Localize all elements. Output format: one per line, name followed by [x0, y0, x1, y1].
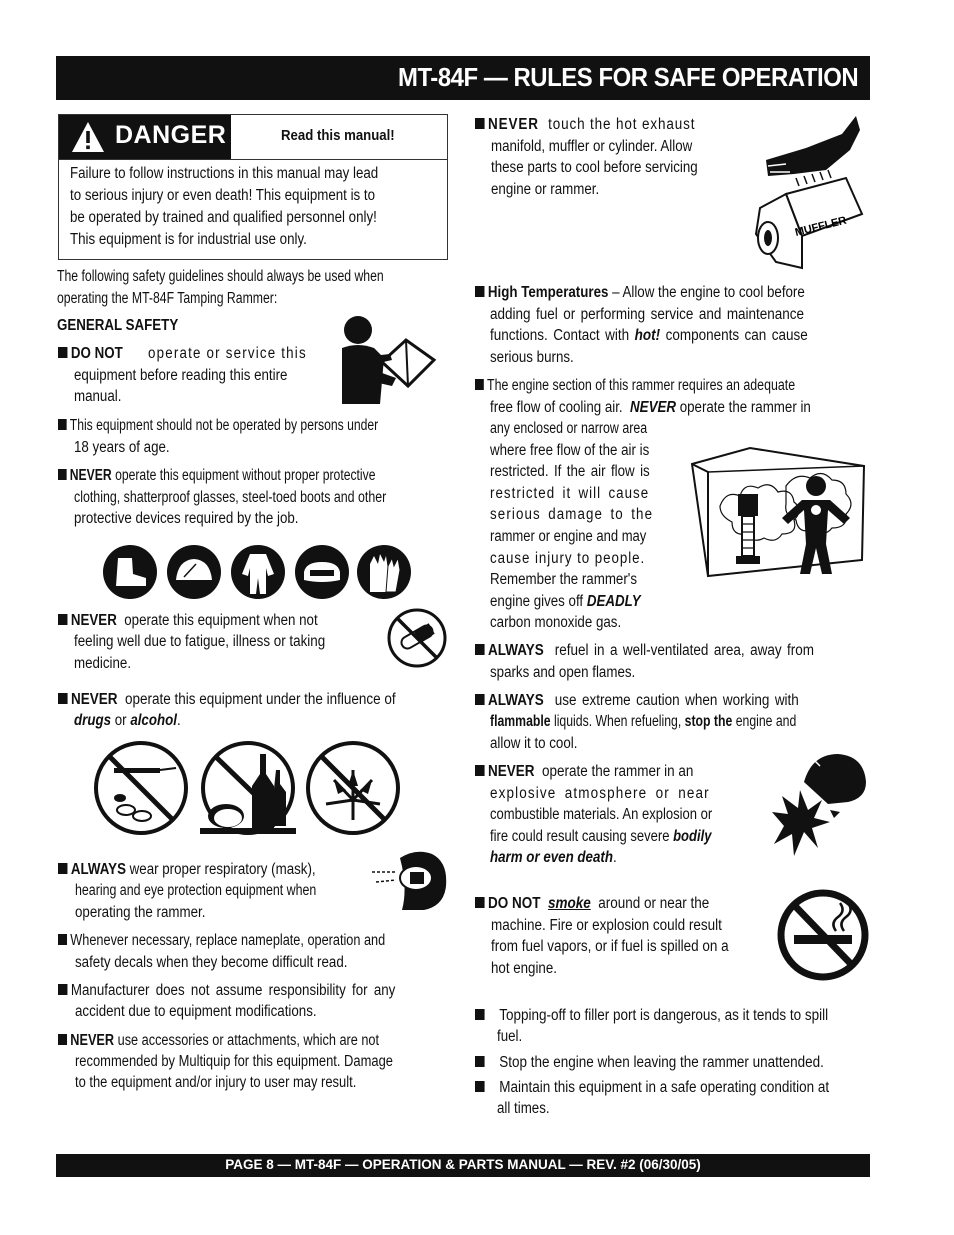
- item-accessories: NEVER use accessories or attachments, which are not: [58, 1030, 379, 1052]
- item-protective: NEVER operate this equipment without proper protective: [58, 465, 375, 487]
- explosive-l3: combustible materials. An explosion or: [490, 806, 713, 823]
- high-temp-l2: adding fuel or performing service and maintenance: [490, 306, 805, 323]
- not-well-l2: feeling well due to fatigue, illness or taking: [74, 633, 326, 650]
- airflow-l9: cause injury to people.: [490, 550, 646, 567]
- bullet-icon: [475, 644, 485, 655]
- item-topping: Topping-off to filler port is dangerous, as it tends to spill: [475, 1005, 828, 1027]
- accessories-l2: recommended by Multiquip for this equipment. Damage: [75, 1053, 393, 1070]
- muffler-label: MUFFLER: [793, 214, 848, 239]
- bullet-icon: [475, 765, 485, 776]
- bullet-icon: [58, 984, 67, 995]
- safety-goggles-icon: [294, 544, 350, 600]
- item-high-temp: High Temperatures – Allow the engine to cool before: [475, 282, 805, 304]
- explosive-l2: explosive atmosphere or near: [490, 785, 710, 802]
- bullet-icon: [58, 934, 67, 945]
- do-not-read-l2: equipment before reading this entire: [74, 367, 288, 384]
- page-title-bar: [56, 56, 870, 100]
- airflow-l4: where free flow of the air is: [490, 442, 650, 459]
- general-safety-heading: GENERAL SAFETY: [57, 317, 179, 334]
- item-influence: NEVER operate this equipment under the influence of: [58, 689, 396, 711]
- no-marijuana-icon: [304, 740, 402, 836]
- enclosed-area-icon: [690, 446, 866, 586]
- danger-line-3: be operated by trained and qualified personnel only!: [70, 209, 377, 226]
- protective-l2: clothing, shatterproof glasses, steel-toed boots and other: [74, 489, 387, 506]
- danger-text: DANGER: [115, 121, 227, 149]
- bullet-icon: [58, 347, 67, 358]
- bullet-icon: [58, 693, 68, 704]
- persons-under-l2: 18 years of age.: [74, 439, 170, 456]
- item-decals: Whenever necessary, replace nameplate, operation and: [58, 930, 385, 952]
- bullet-icon: [475, 118, 485, 129]
- flammable-l3: allow it to cool.: [490, 735, 578, 752]
- danger-line-2: to serious injury or even death! This equipment is to: [70, 187, 376, 204]
- footer-bar: [56, 1154, 870, 1177]
- item-smoke: DO NOT smoke around or near the: [475, 893, 709, 915]
- influence-l2: drugs or alcohol.: [74, 712, 181, 729]
- exhaust-l3: these parts to cool before servicing: [491, 159, 698, 176]
- work-gloves-icon: [356, 544, 412, 600]
- airflow-l7: serious damage to the: [490, 506, 654, 523]
- bullet-icon: [475, 1056, 485, 1067]
- respirator-mask-icon: [372, 848, 452, 912]
- item-airflow: The engine section of this rammer requires an adequate: [475, 375, 795, 397]
- bullet-icon: [475, 1081, 485, 1092]
- bullet-icon: [475, 286, 484, 297]
- explosion-icon: [768, 752, 868, 860]
- airflow-l6: restricted it will cause: [490, 485, 650, 502]
- no-smoking-icon: [776, 887, 870, 983]
- item-do-not-read: DO NOT: [58, 343, 123, 365]
- explosive-l5: harm or even death.: [490, 849, 617, 866]
- high-temp-l3: functions. Contact with hot! components can cause: [490, 327, 808, 344]
- do-not-read-l1: operate or service this: [148, 345, 307, 362]
- read-manual-text: Read this manual!: [281, 127, 395, 144]
- safety-boot-icon: [102, 544, 158, 600]
- intro-line-2: operating the MT-84F Tamping Rammer:: [57, 290, 278, 307]
- respiratory-l3: operating the rammer.: [75, 904, 206, 921]
- manufacturer-l2: accident due to equipment modifications.: [75, 1003, 317, 1020]
- bullet-icon: [58, 1034, 67, 1045]
- danger-box: [58, 114, 448, 260]
- no-drugs-icon: [92, 740, 190, 836]
- reading-manual-person-icon: [338, 316, 438, 406]
- danger-label: [59, 115, 231, 159]
- airflow-l11: engine gives off DEADLY: [490, 593, 641, 610]
- airflow-l8: rammer or engine and may: [490, 528, 647, 545]
- bullet-icon: [475, 897, 485, 908]
- airflow-l5: restricted. If the air flow is: [490, 463, 650, 480]
- bullet-icon: [475, 1009, 485, 1020]
- high-temp-l4: serious burns.: [490, 349, 574, 366]
- footer-text: PAGE 8 — MT-84F — OPERATION & PARTS MANUAL — REV. #2 (06/30/05): [225, 1157, 701, 1172]
- danger-line-4: This equipment is for industrial use only.: [70, 231, 307, 248]
- item-maintain: Maintain this equipment in a safe operating condition at: [475, 1077, 829, 1099]
- warning-triangle-icon: [71, 120, 105, 154]
- explosive-l4: fire could result causing severe bodily: [490, 828, 712, 845]
- smoke-l3: from fuel vapors, or if fuel is spilled on a: [491, 938, 729, 955]
- item-explosive: NEVER operate the rammer in an: [475, 761, 693, 783]
- bullet-icon: [58, 469, 67, 480]
- item-refuel: ALWAYS refuel in a well-ventilated area, away from: [475, 640, 814, 662]
- airflow-l2: free flow of cooling air. NEVER operate the rammer in: [490, 399, 811, 416]
- bullet-icon: [58, 419, 67, 430]
- respiratory-l2: hearing and eye protection equipment when: [75, 882, 317, 899]
- exhaust-l2: manifold, muffler or cylinder. Allow: [491, 138, 693, 155]
- not-well-l3: medicine.: [74, 655, 132, 672]
- maintain-l2: all times.: [497, 1100, 550, 1117]
- item-not-well: NEVER operate this equipment when not: [58, 610, 318, 632]
- bullet-icon: [475, 379, 484, 390]
- item-stop-engine: Stop the engine when leaving the rammer unattended.: [475, 1052, 824, 1074]
- item-exhaust: NEVER touch the hot exhaust: [475, 114, 695, 136]
- no-alcohol-icon: [198, 740, 298, 838]
- do-not-read-l3: manual.: [74, 388, 122, 405]
- no-medicine-icon: [386, 607, 448, 669]
- item-flammable: ALWAYS use extreme caution when working with: [475, 690, 799, 712]
- coveralls-icon: [230, 544, 286, 600]
- refuel-l2: sparks and open flames.: [490, 664, 636, 681]
- bullet-icon: [58, 614, 67, 625]
- page-title: MT-84F — RULES FOR SAFE OPERATION: [397, 62, 858, 92]
- protective-l3: protective devices required by the job.: [74, 510, 299, 527]
- item-respiratory: ALWAYS wear proper respiratory (mask),: [58, 859, 316, 881]
- bullet-icon: [58, 863, 67, 874]
- airflow-l3: any enclosed or narrow area: [490, 420, 648, 437]
- accessories-l3: to the equipment and/or injury to user may result.: [75, 1074, 357, 1091]
- airflow-l10: Remember the rammer's: [490, 571, 637, 588]
- bullet-icon: [475, 694, 485, 705]
- item-persons-under: This equipment should not be operated by persons under: [58, 415, 378, 437]
- hard-hat-icon: [166, 544, 222, 600]
- hot-muffler-icon: [746, 114, 864, 278]
- exhaust-l4: engine or rammer.: [491, 181, 600, 198]
- airflow-l12: carbon monoxide gas.: [490, 614, 622, 631]
- danger-divider: [59, 159, 447, 160]
- topping-l2: fuel.: [497, 1028, 523, 1045]
- danger-line-1: Failure to follow instructions in this manual may lead: [70, 165, 379, 182]
- smoke-l4: hot engine.: [491, 960, 557, 977]
- intro-line-1: The following safety guidelines should always be used when: [57, 268, 384, 285]
- flammable-l2: flammable liquids. When refueling, stop the engine and: [490, 713, 797, 730]
- smoke-l2: machine. Fire or explosion could result: [491, 917, 722, 934]
- decals-l2: safety decals when they become difficult read.: [75, 954, 348, 971]
- item-manufacturer: Manufacturer does not assume responsibility for any: [58, 980, 395, 1002]
